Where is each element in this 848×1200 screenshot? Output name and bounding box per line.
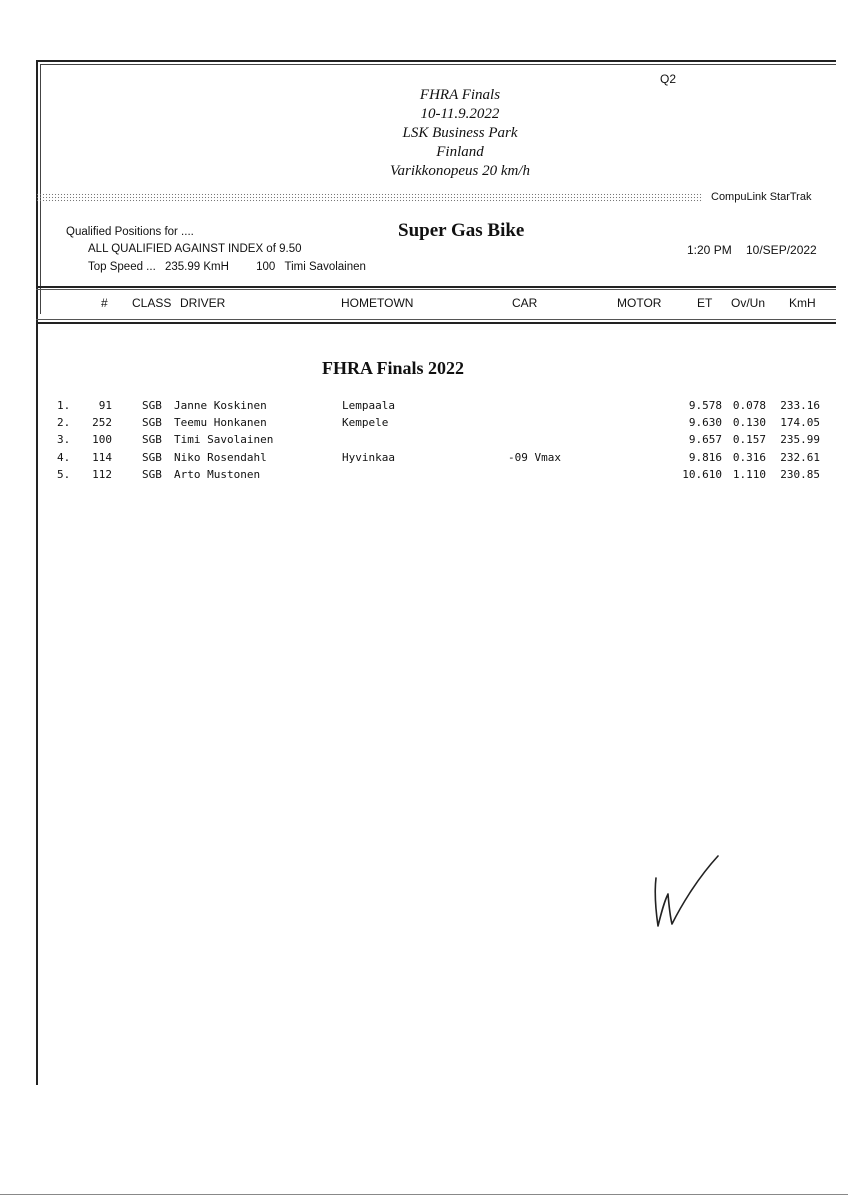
class-title: Super Gas Bike <box>398 220 525 241</box>
et: 9.630 <box>688 416 722 429</box>
ov-un: 0.316 <box>732 451 766 464</box>
kmh: 232.61 <box>780 451 820 464</box>
top-speed-unit: KmH <box>203 261 229 273</box>
driver: Niko Rosendahl <box>174 451 267 464</box>
kmh: 230.85 <box>780 468 820 481</box>
column-header-kmh: KmH <box>789 296 816 310</box>
column-header-car: CAR <box>512 296 538 310</box>
et: 9.657 <box>688 433 722 446</box>
ov-un: 1.110 <box>732 468 766 481</box>
class: SGB <box>142 416 162 429</box>
table-row <box>0 468 848 485</box>
column-header-motor: MOTOR <box>617 296 662 310</box>
car-number: 91 <box>98 399 112 412</box>
table-row <box>0 433 848 450</box>
position: 5. <box>57 468 71 481</box>
ov-un: 0.157 <box>732 433 766 446</box>
event-venue: LSK Business Park <box>402 125 518 141</box>
index-label: ALL QUALIFIED AGAINST INDEX of <box>88 243 276 255</box>
qualified-for-label: Qualified Positions for .... <box>66 226 194 238</box>
car-number: 252 <box>92 416 112 429</box>
top-speed-line <box>88 261 366 273</box>
header-rule-bottom <box>36 322 836 324</box>
hometown: Lempaala <box>342 399 395 412</box>
column-header-class: CLASS <box>132 296 172 310</box>
car-number: 100 <box>92 433 112 446</box>
position: 3. <box>57 433 71 446</box>
column-header-number: # <box>101 296 108 310</box>
column-header-driver: DRIVER <box>180 296 226 310</box>
kmh: 233.16 <box>780 399 820 412</box>
event-pit-speed: Varikkonopeus 20 km/h <box>390 163 530 179</box>
column-header-et: ET <box>697 296 713 310</box>
car: -09 Vmax <box>508 451 561 464</box>
top-speed-label: Top Speed ... <box>88 261 156 273</box>
software-brand: CompuLink StarTrak <box>711 191 812 203</box>
dotted-separator <box>36 193 703 202</box>
session-code: Q2 <box>660 72 677 86</box>
position: 2. <box>57 416 71 429</box>
kmh: 174.05 <box>780 416 820 429</box>
header-rule-bottom-inner <box>36 319 836 320</box>
position: 4. <box>57 451 71 464</box>
table-row <box>0 416 848 433</box>
report-time: 1:20 PM <box>687 243 732 257</box>
report-title: FHRA Finals 2022 <box>322 358 465 378</box>
et: 9.816 <box>688 451 722 464</box>
driver: Janne Koskinen <box>174 399 267 412</box>
top-speed-value: 235.99 <box>164 261 201 273</box>
frame-left-border <box>36 60 38 1085</box>
event-dates: 10-11.9.2022 <box>420 106 500 122</box>
header-rule-top-inner <box>36 289 836 290</box>
car-number: 112 <box>92 468 112 481</box>
driver: Teemu Honkanen <box>174 416 267 429</box>
et: 10.610 <box>682 468 722 481</box>
event-country: Finland <box>436 144 484 160</box>
ov-un: 0.130 <box>732 416 766 429</box>
page-bottom-rule <box>0 1194 848 1195</box>
event-info <box>330 86 590 181</box>
et: 9.578 <box>688 399 722 412</box>
top-speed-driver: Timi Savolainen <box>284 261 366 273</box>
frame-top-inner-border <box>40 64 836 65</box>
column-header-hometown: HOMETOWN <box>341 296 414 310</box>
hometown: Kempele <box>342 416 389 429</box>
ov-un: 0.078 <box>732 399 766 412</box>
top-speed-number: 100 <box>256 261 276 273</box>
table-row <box>0 451 848 468</box>
frame-top-border <box>36 60 836 62</box>
class: SGB <box>142 451 162 464</box>
table-row <box>0 399 848 416</box>
frame-left-inner-border <box>40 64 41 314</box>
column-header-ov-un: Ov/Un <box>731 296 766 310</box>
car-number: 114 <box>92 451 112 464</box>
header-rule-top <box>36 286 836 288</box>
event-name: FHRA Finals <box>419 87 501 103</box>
hometown: Hyvinkaa <box>342 451 395 464</box>
driver: Timi Savolainen <box>174 433 274 446</box>
driver: Arto Mustonen <box>174 468 261 481</box>
class: SGB <box>142 399 162 412</box>
index-line <box>88 243 302 255</box>
index-value: 9.50 <box>279 243 302 255</box>
kmh: 235.99 <box>780 433 820 446</box>
handwritten-signature-icon <box>650 850 730 940</box>
class: SGB <box>142 468 162 481</box>
position: 1. <box>57 399 71 412</box>
report-date: 10/SEP/2022 <box>746 243 817 257</box>
class: SGB <box>142 433 162 446</box>
